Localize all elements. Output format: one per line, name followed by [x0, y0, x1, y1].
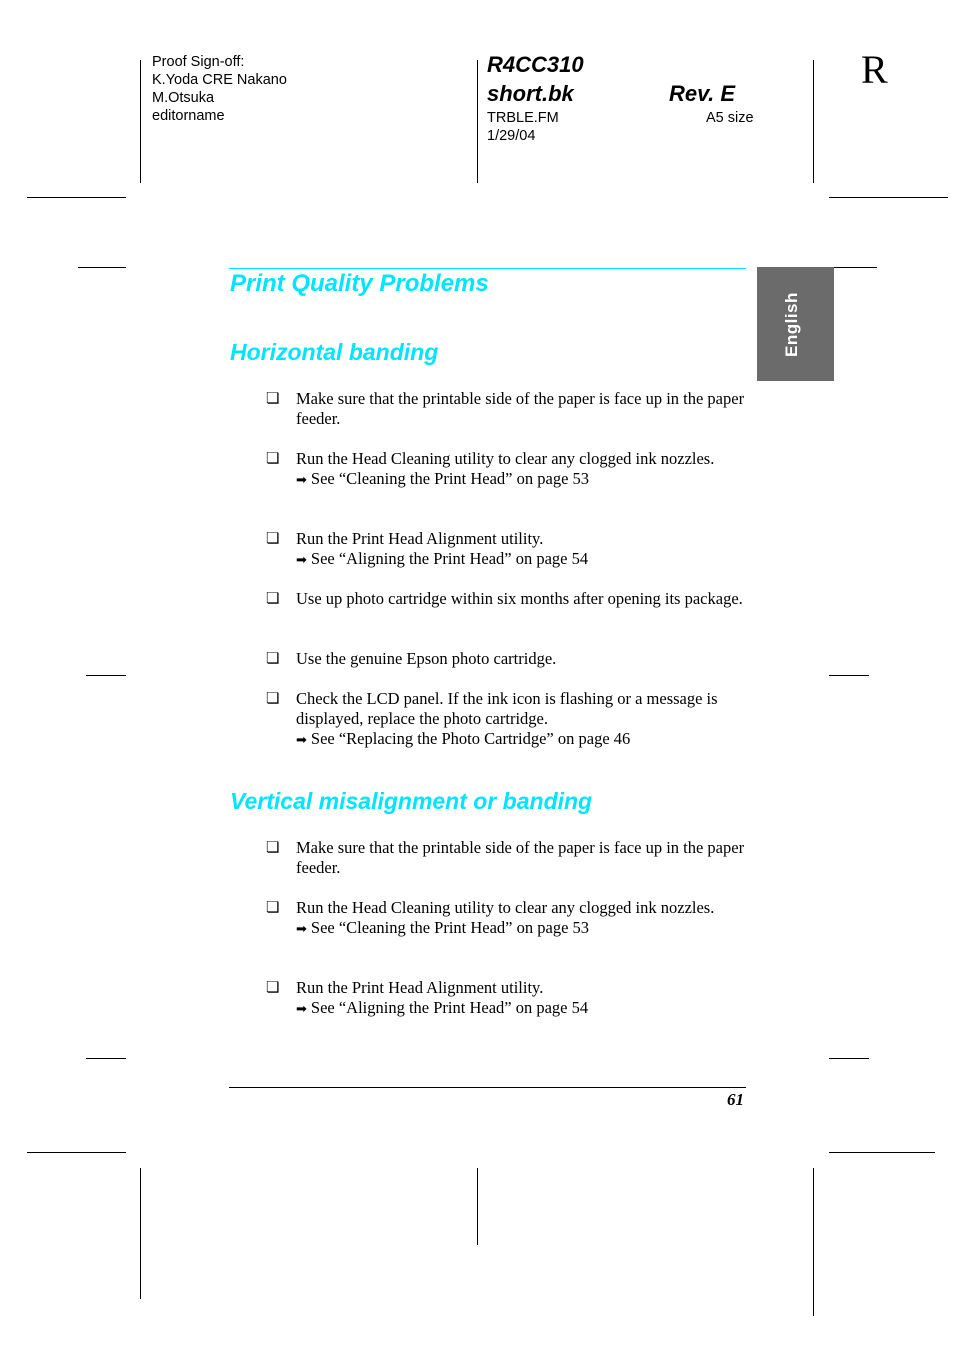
cross-reference: [296, 918, 756, 939]
frame-file: TRBLE.FM: [487, 110, 559, 126]
arrow-icon: ➡: [296, 552, 307, 567]
checkbox-icon: ❏: [266, 391, 280, 407]
page-title: Print Quality Problems: [230, 270, 489, 297]
item-text: Make sure that the printable side of the paper is face up in the paper feeder.: [296, 389, 745, 428]
section-heading: Horizontal banding: [230, 339, 439, 365]
revision: Rev. E: [669, 81, 736, 106]
cross-reference-text: See “Aligning the Print Head” on page 54: [310, 998, 589, 1017]
item-text: Run the Head Cleaning utility to clear any clogged ink nozzles.: [296, 449, 715, 468]
proof-signoff: [152, 53, 287, 125]
crop-mark: [813, 60, 814, 183]
paper-size: A5 size: [706, 110, 754, 126]
crop-mark: [78, 267, 126, 268]
crop-mark: [829, 675, 869, 676]
list-item: [266, 898, 756, 939]
item-text: Use the genuine Epson photo cartridge.: [296, 649, 557, 668]
checkbox-icon: ❏: [266, 980, 280, 996]
checkbox-icon: ❏: [266, 531, 280, 547]
cross-reference: [296, 549, 756, 570]
list-item: [266, 389, 756, 429]
item-text: Run the Print Head Alignment utility.: [296, 978, 544, 997]
file-info: [487, 109, 559, 145]
crop-mark: [140, 60, 141, 183]
cross-reference-text: See “Cleaning the Print Head” on page 53: [310, 918, 590, 937]
cross-reference: [296, 469, 756, 490]
item-text: Check the LCD panel. If the ink icon is flashing or a message is displayed, replace the photo cartridge.: [296, 689, 718, 728]
list-item: [266, 838, 756, 878]
proof-line: M.Otsuka: [152, 90, 215, 106]
proof-line: editorname: [152, 108, 225, 124]
checkbox-icon: ❏: [266, 840, 280, 856]
proof-line: K.Yoda CRE Nakano: [152, 72, 287, 88]
checkbox-icon: ❏: [266, 900, 280, 916]
list-item: [266, 689, 756, 750]
cross-reference-text: See “Replacing the Photo Cartridge” on page 46: [310, 729, 631, 748]
cross-reference-text: See “Aligning the Print Head” on page 54: [310, 549, 589, 568]
crop-mark: [140, 1168, 141, 1299]
crop-mark: [813, 1168, 814, 1316]
checkbox-icon: ❏: [266, 451, 280, 467]
item-text: Run the Head Cleaning utility to clear any clogged ink nozzles.: [296, 898, 715, 917]
crop-mark: [86, 675, 126, 676]
doc-id: [487, 50, 584, 108]
cross-reference: [296, 998, 756, 1019]
arrow-icon: ➡: [296, 472, 307, 487]
crop-mark: [829, 197, 948, 198]
checkbox-icon: ❏: [266, 691, 280, 707]
item-text: Make sure that the printable side of the paper is face up in the paper feeder.: [296, 838, 745, 877]
crop-mark: [27, 197, 126, 198]
doc-file: short.bk: [487, 81, 574, 106]
crop-mark: [829, 1152, 935, 1153]
crop-mark: [27, 1152, 126, 1153]
arrow-icon: ➡: [296, 732, 307, 747]
doc-code: R4CC310: [487, 52, 584, 77]
checkbox-icon: ❏: [266, 651, 280, 667]
list-item: [266, 978, 756, 1019]
proof-line: Proof Sign-off:: [152, 54, 245, 70]
item-text: Run the Print Head Alignment utility.: [296, 529, 544, 548]
corner-mark: R: [861, 47, 888, 92]
title-rule: [229, 268, 746, 269]
item-text: Use up photo cartridge within six months after opening its package.: [296, 589, 743, 608]
arrow-icon: ➡: [296, 921, 307, 936]
crop-mark: [829, 1058, 869, 1059]
crop-mark: [477, 1168, 478, 1245]
arrow-icon: ➡: [296, 1001, 307, 1016]
crop-mark: [829, 267, 877, 268]
language-tab-label: English: [782, 292, 801, 357]
list-item: [266, 529, 756, 570]
cross-reference: [296, 729, 756, 750]
page-number: 61: [727, 1090, 744, 1109]
language-tab: [757, 267, 834, 381]
footer-rule: [229, 1087, 746, 1088]
doc-date: 1/29/04: [487, 128, 536, 144]
list-item: [266, 449, 756, 490]
list-item: [266, 649, 756, 669]
cross-reference-text: See “Cleaning the Print Head” on page 53: [310, 469, 590, 488]
checkbox-icon: ❏: [266, 591, 280, 607]
list-item: [266, 589, 756, 609]
section-heading: Vertical misalignment or banding: [230, 788, 593, 814]
crop-mark: [477, 60, 478, 183]
crop-mark: [86, 1058, 126, 1059]
